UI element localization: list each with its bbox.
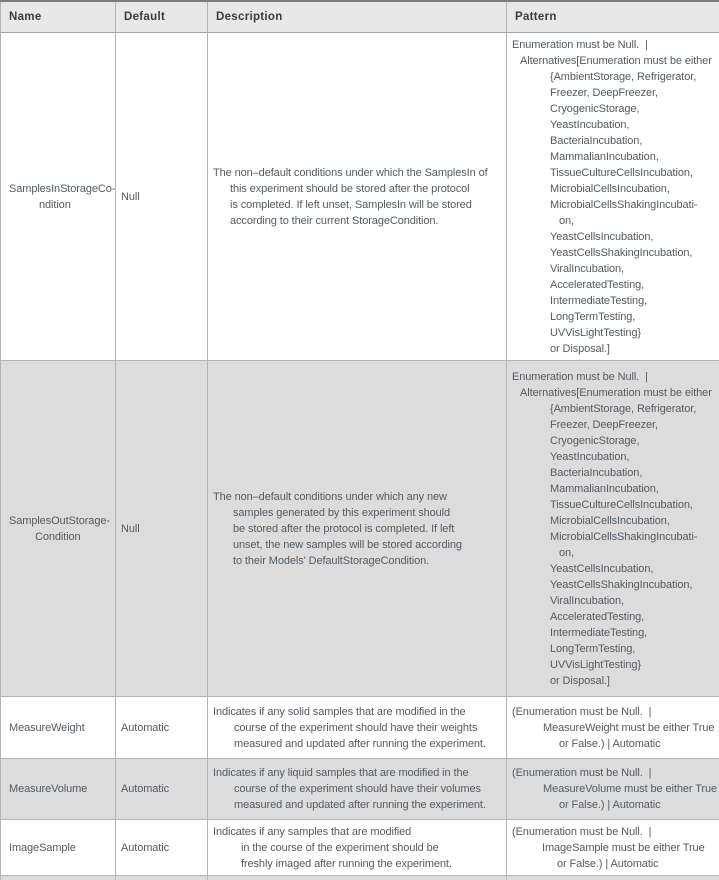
text-line: MeasureWeight must be either True: [543, 720, 719, 736]
text-line: YeastCellsIncubation,: [550, 229, 719, 245]
cell-default: [116, 759, 208, 820]
cell-default: [116, 361, 208, 697]
text-line: ImageSample must be either True: [542, 840, 719, 856]
cell-default: [116, 820, 208, 876]
cell-description: [208, 697, 507, 759]
text-line: Null: [121, 189, 207, 205]
text-line: or False.) | Automatic: [559, 736, 719, 752]
cell-empty: [507, 876, 719, 880]
text-line: or Disposal.]: [550, 341, 719, 357]
cell-empty: [116, 876, 208, 880]
text-line: ndition: [39, 197, 115, 213]
text-line: ViralIncubation,: [550, 593, 719, 609]
table-row: [1, 759, 719, 820]
text-line: The non–default conditions under which any new: [213, 489, 506, 505]
text-line: Null: [121, 521, 207, 537]
text-line: CryogenicStorage,: [550, 101, 719, 117]
cell-description: [208, 33, 507, 361]
text-line: UVVisLightTesting}: [550, 325, 719, 341]
cell-description: [208, 759, 507, 820]
text-line: ImageSample: [9, 840, 115, 856]
text-line: measured and updated after running the experiment.: [234, 797, 506, 813]
text-line: or Disposal.]: [550, 673, 719, 689]
text-line: SamplesOutStorage-: [9, 513, 115, 529]
text-line: LongTermTesting,: [550, 641, 719, 657]
column-header-name: Name: [1, 1, 116, 33]
text-line: course of the experiment should have their weights: [234, 720, 506, 736]
text-line: this experiment should be stored after the protocol: [230, 181, 506, 197]
cell-pattern: [507, 33, 719, 361]
partial-next-row: [1, 876, 719, 880]
cell-name: [1, 697, 116, 759]
text-line: CryogenicStorage,: [550, 433, 719, 449]
text-line: Automatic: [121, 781, 207, 797]
text-line: Indicates if any samples that are modified: [213, 824, 506, 840]
text-line: MeasureWeight: [9, 720, 115, 736]
table-row: [1, 33, 719, 361]
cell-pattern: [507, 820, 719, 876]
text-line: {AmbientStorage, Refrigerator,: [550, 69, 719, 85]
header-row: [1, 1, 719, 33]
text-line: Indicates if any solid samples that are modified in the: [213, 704, 506, 720]
text-line: freshly imaged after running the experiment.: [241, 856, 506, 872]
text-line: according to their current StorageCondition.: [230, 213, 506, 229]
table-row: [1, 697, 719, 759]
text-line: to their Models' DefaultStorageCondition.: [233, 553, 506, 569]
text-line: MicrobialCellsShakingIncubati-: [550, 529, 719, 545]
cell-empty: [1, 876, 116, 880]
column-header-pattern: Pattern: [507, 1, 719, 33]
text-line: TissueCultureCellsIncubation,: [550, 165, 719, 181]
table-row: [1, 361, 719, 697]
text-line: YeastCellsShakingIncubation,: [550, 577, 719, 593]
cell-name: [1, 33, 116, 361]
text-line: LongTermTesting,: [550, 309, 719, 325]
text-line: MicrobialCellsIncubation,: [550, 181, 719, 197]
cell-default: [116, 697, 208, 759]
text-line: unset, the new samples will be stored according: [233, 537, 506, 553]
text-line: Freezer, DeepFreezer,: [550, 85, 719, 101]
text-line: UVVisLightTesting}: [550, 657, 719, 673]
text-line: AcceleratedTesting,: [550, 609, 719, 625]
cell-name: [1, 759, 116, 820]
text-line: BacteriaIncubation,: [550, 133, 719, 149]
table-body: [1, 33, 719, 880]
text-line: Enumeration must be Null. |: [512, 37, 719, 53]
cell-empty: [208, 876, 507, 880]
text-line: Alternatives[Enumeration must be either: [520, 385, 719, 401]
text-line: AcceleratedTesting,: [550, 277, 719, 293]
text-line: MeasureVolume must be either True: [543, 781, 719, 797]
cell-name: [1, 820, 116, 876]
cell-description: [208, 820, 507, 876]
text-line: TissueCultureCellsIncubation,: [550, 497, 719, 513]
text-line: in the course of the experiment should be: [241, 840, 506, 856]
text-line: Enumeration must be Null. |: [512, 369, 719, 385]
text-line: or False.) | Automatic: [559, 797, 719, 813]
text-line: on,: [559, 545, 719, 561]
cell-name: [1, 361, 116, 697]
column-header-description: Description: [208, 1, 507, 33]
cell-default: [116, 33, 208, 361]
text-line: samples generated by this experiment should: [233, 505, 506, 521]
text-line: MeasureVolume: [9, 781, 115, 797]
text-line: MammalianIncubation,: [550, 481, 719, 497]
text-line: MicrobialCellsIncubation,: [550, 513, 719, 529]
text-line: ViralIncubation,: [550, 261, 719, 277]
text-line: BacteriaIncubation,: [550, 465, 719, 481]
table-header: [1, 1, 719, 33]
cell-description: [208, 361, 507, 697]
text-line: MicrobialCellsShakingIncubati-: [550, 197, 719, 213]
text-line: The non–default conditions under which the SamplesIn of: [213, 165, 506, 181]
text-line: {AmbientStorage, Refrigerator,: [550, 401, 719, 417]
text-line: measured and updated after running the experiment.: [234, 736, 506, 752]
cell-pattern: [507, 697, 719, 759]
text-line: or False.) | Automatic: [557, 856, 719, 872]
text-line: be stored after the protocol is completed. If left: [233, 521, 506, 537]
text-line: Indicates if any liquid samples that are modified in the: [213, 765, 506, 781]
table-row: [1, 820, 719, 876]
text-line: (Enumeration must be Null. |: [512, 765, 719, 781]
text-line: YeastCellsShakingIncubation,: [550, 245, 719, 261]
text-line: Freezer, DeepFreezer,: [550, 417, 719, 433]
column-header-default: Default: [116, 1, 208, 33]
text-line: IntermediateTesting,: [550, 625, 719, 641]
text-line: course of the experiment should have their volumes: [234, 781, 506, 797]
text-line: (Enumeration must be Null. |: [512, 704, 719, 720]
text-line: MammalianIncubation,: [550, 149, 719, 165]
text-line: Automatic: [121, 840, 207, 856]
text-line: Condition: [35, 529, 115, 545]
text-line: YeastIncubation,: [550, 449, 719, 465]
text-line: (Enumeration must be Null. |: [512, 824, 719, 840]
text-line: YeastIncubation,: [550, 117, 719, 133]
cell-pattern: [507, 361, 719, 697]
text-line: on,: [559, 213, 719, 229]
text-line: Automatic: [121, 720, 207, 736]
text-line: IntermediateTesting,: [550, 293, 719, 309]
text-line: SamplesInStorageCo-: [9, 181, 115, 197]
text-line: Alternatives[Enumeration must be either: [520, 53, 719, 69]
text-line: YeastCellsIncubation,: [550, 561, 719, 577]
text-line: is completed. If left unset, SamplesIn will be stored: [230, 197, 506, 213]
cell-pattern: [507, 759, 719, 820]
